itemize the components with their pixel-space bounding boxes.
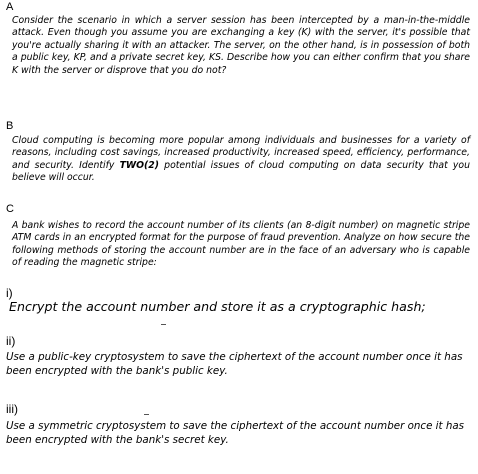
section-a-label: A — [6, 1, 14, 13]
item-i-text: Encrypt the account number and store it as a cryptographic hash; — [9, 299, 426, 314]
section-a-text: Consider the scenario in which a server session has been intercepted by a man-in-the-middle attack. Even though you assume you are exchanging a key (K) with the server, it's possible that you're actually sharing it with an attacker. The server, on the other hand, is in possession of both a public key, KP, and a private secret key, KS. Describe how you can either confirm that you share K with the server or disprove that you do not? — [12, 15, 470, 76]
section-b-text — [12, 135, 470, 185]
section-b-emphasis: TWO(2) — [119, 159, 160, 171]
item-ii-label: ii) — [6, 334, 16, 348]
item-iii-text: Use a symmetric cryptosystem to save the ciphertext of the account number once it has been encrypted with the bank's secret key. — [6, 420, 465, 446]
section-b-label: B — [6, 120, 14, 132]
scan-mark — [161, 324, 166, 325]
section-b-text-before: Cloud computing is becoming more popular among individuals and businesses for a variety of reasons, including cost savings, increased productivity, increased speed, efficiency, performance, and security. Identify — [12, 135, 470, 171]
section-c-label: C — [6, 203, 14, 215]
section-b-text-after: potential issues of cloud computing on data security that you believe will occur. — [12, 159, 471, 184]
item-i-label: i) — [6, 286, 13, 300]
scan-mark — [144, 414, 149, 415]
item-ii-text: Use a public-key cryptosystem to save the ciphertext of the account number once it has been encrypted with the bank's public key. — [6, 351, 463, 377]
item-iii-label: iii) — [6, 402, 18, 416]
section-c-text: A bank wishes to record the account number of its clients (an 8-digit number) on magnetic stripe ATM cards in an encrypted format for the purpose of fraud prevention. Analyze on how secure the following methods of storing the account number are in the face of an adversary who is capable of reading the magnetic stripe: — [12, 220, 470, 269]
